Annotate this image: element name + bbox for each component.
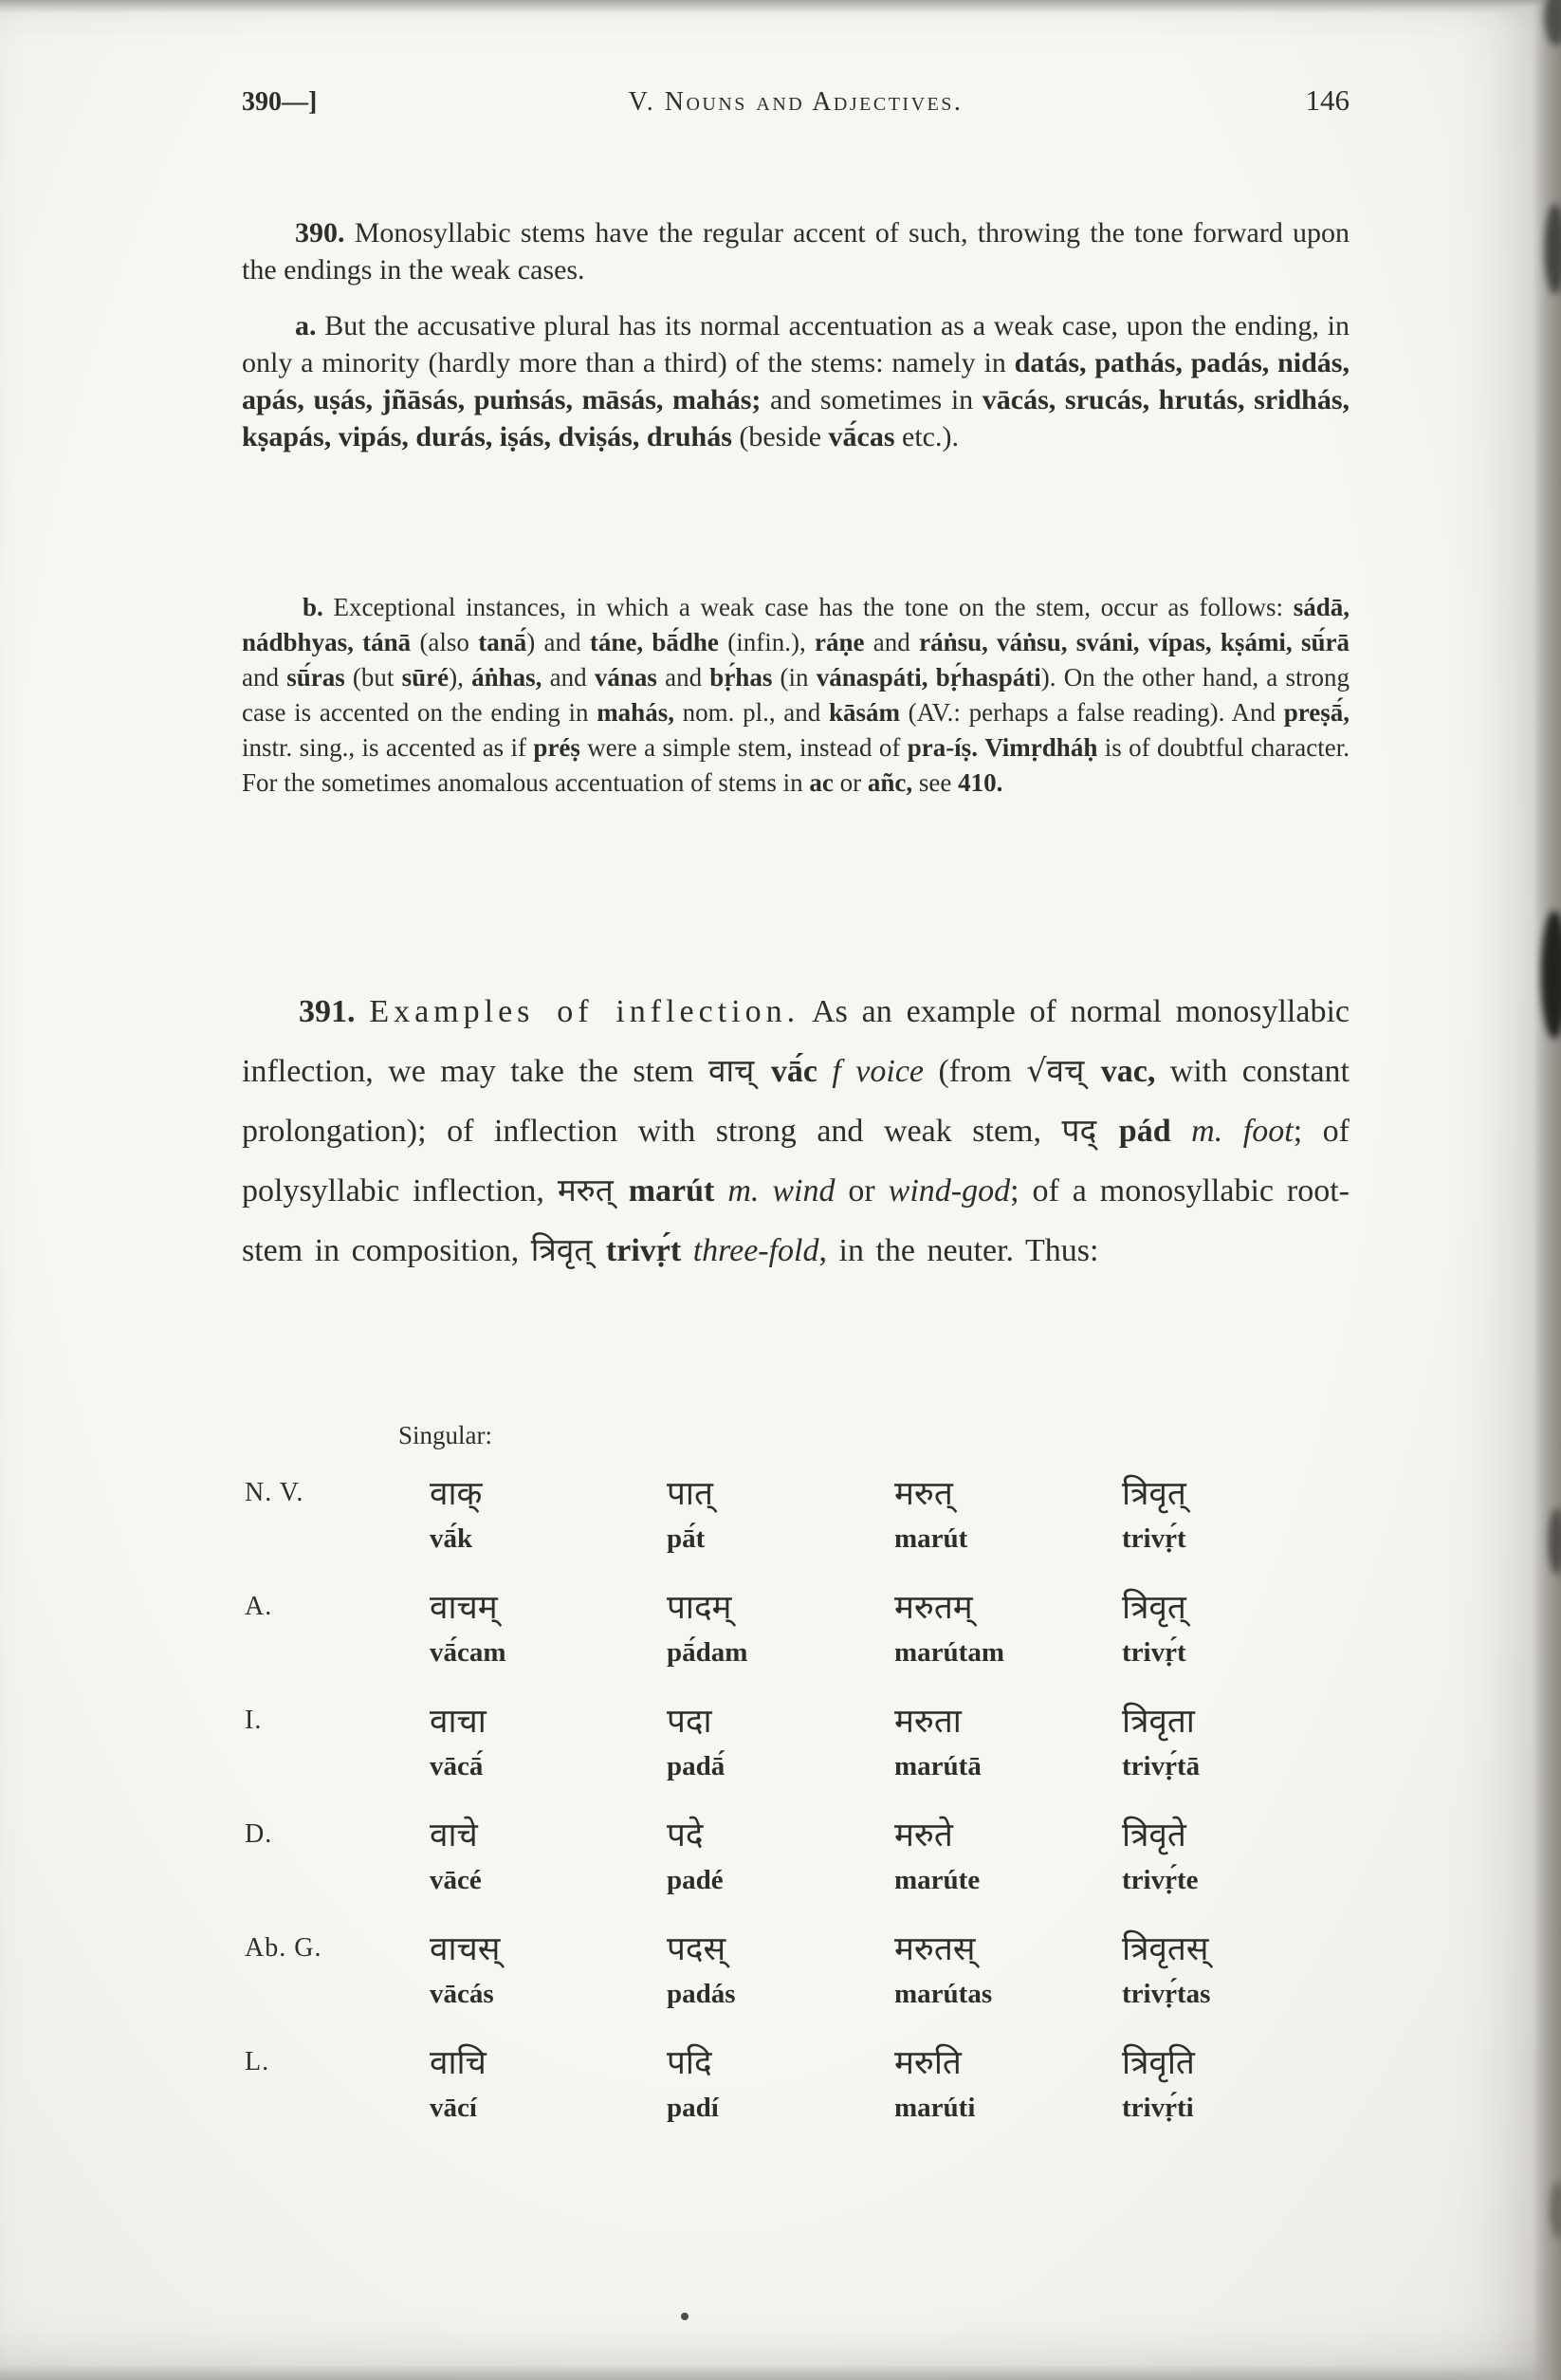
section-marker: 390—]	[242, 87, 318, 117]
devanagari-form: पात्	[667, 1475, 713, 1513]
devanagari-form: मरुता	[894, 1703, 962, 1741]
devanagari-form: मरुतस्	[894, 1930, 976, 1968]
table-cell	[1122, 1928, 1364, 2011]
table-cell	[667, 1814, 894, 1897]
table-cell	[894, 1814, 1122, 1897]
transliteration: padé	[667, 1865, 724, 1895]
table-cell	[430, 1472, 667, 1556]
devanagari-form: वाचा	[430, 1703, 487, 1741]
table-cell	[667, 1700, 894, 1783]
paragraph-391: 391. Examples of inflection. As an example of normal monosyllabic inflection, we may take the stem वाच् vā́c f voice (from √वच् vac, with constant prolongation); of inflection with strong and weak stem, पद् pád m. foot; of polysyllabic inflection, मरुत् marút m. wind or wind-god; of a monosyllabic root-stem in composition, त्रिवृत् trivṛ́t three-fold, in the neuter. Thus:	[242, 994, 1350, 1268]
case-label: A.	[245, 1592, 273, 1621]
transliteration: vācás	[430, 1979, 494, 2009]
table-cell	[1122, 1472, 1364, 1556]
devanagari-form: वाचस्	[430, 1930, 501, 1968]
devanagari-form: पदा	[667, 1703, 712, 1741]
transliteration: marút	[894, 1523, 968, 1554]
devanagari-form: पदे	[667, 1817, 704, 1854]
transliteration: trivṛ́t	[1122, 1637, 1186, 1668]
scan-blot	[1549, 1508, 1561, 1575]
transliteration: marútam	[894, 1637, 1004, 1668]
transliteration: trivṛ́tā	[1122, 1751, 1201, 1781]
devanagari-form: मरुते	[894, 1817, 953, 1854]
devanagari-form: त्रिवृतस्	[1122, 1930, 1209, 1968]
devanagari-form: वाचे	[430, 1817, 478, 1854]
transliteration: trivṛ́tas	[1122, 1979, 1211, 2009]
transliteration: padā́	[667, 1751, 725, 1781]
transliteration: vā́k	[430, 1523, 473, 1554]
devanagari-form: मरुति	[894, 2044, 962, 2082]
table-cell	[667, 2041, 894, 2125]
case-label: N. V.	[245, 1478, 304, 1507]
table-cell	[430, 1700, 667, 1783]
devanagari-form: त्रिवृता	[1122, 1703, 1195, 1741]
scan-blot	[1541, 911, 1561, 1039]
paragraph-390: 390. Monosyllabic stems have the regular accent of such, throwing the tone forward upon the endings in the weak cases.	[242, 217, 1350, 286]
transliteration: trivṛ́t	[1122, 1523, 1186, 1554]
case-label: L.	[245, 2047, 270, 2076]
devanagari-form: त्रिवृत्	[1122, 1589, 1186, 1627]
scan-blot	[1545, 204, 1561, 294]
devanagari-form: त्रिवृते	[1122, 1817, 1186, 1854]
table-cell	[430, 1814, 667, 1897]
ink-speck	[681, 2313, 689, 2320]
transliteration: trivṛ́ti	[1122, 2093, 1194, 2123]
devanagari-form: पदस्	[667, 1930, 726, 1968]
scan-edge-right	[1533, 0, 1561, 2380]
case-label: D.	[245, 1819, 273, 1849]
transliteration: pā́t	[667, 1523, 706, 1554]
table-cell	[894, 1700, 1122, 1783]
transliteration: pā́dam	[667, 1637, 748, 1668]
table-cell	[894, 1472, 1122, 1556]
table-cell	[894, 2041, 1122, 2125]
transliteration: padí	[667, 2093, 719, 2123]
transliteration: padás	[667, 1979, 736, 2009]
table-heading: Singular:	[398, 1421, 492, 1449]
page-header	[242, 83, 1350, 118]
devanagari-form: वाचम्	[430, 1589, 498, 1627]
table-cell	[667, 1472, 894, 1556]
case-label: Ab. G.	[245, 1933, 322, 1963]
running-head: V. Nouns and Adjectives.	[628, 87, 964, 117]
transliteration: vā́cam	[430, 1637, 506, 1668]
transliteration: marúte	[894, 1865, 981, 1895]
scan-blot	[1545, 0, 1561, 46]
table-cell	[430, 1928, 667, 2011]
devanagari-form: मरुतम्	[894, 1589, 973, 1627]
table-cell	[1122, 2041, 1364, 2125]
table-cell	[894, 1586, 1122, 1670]
scan-edge-bottom	[0, 2365, 1561, 2380]
transliteration: marútā	[894, 1751, 982, 1781]
transliteration: trivṛ́te	[1122, 1865, 1199, 1895]
devanagari-form: पदि	[667, 2044, 712, 2082]
devanagari-form: वाचि	[430, 2044, 487, 2082]
transliteration: vācí	[430, 2093, 477, 2123]
table-cell	[667, 1586, 894, 1670]
paragraph-390b: b. Exceptional instances, in which a weak case has the tone on the stem, occur as follows: sádā, nádbhyas, tánā (also tanā́) and táne, bā́dhe (infin.), ráṇe and ráṅsu, váṅsu, sváni, vípas, kṣámi, sū́rā and sū́ras (but sūré), áṅhas, and vánas and bṛ́has (in vánaspáti, bṛ́haspáti). On the other hand, a strong case is accented on the ending in mahás, nom. pl., and kāsám (AV.: perhaps a false reading). And preṣā́, instr. sing., is accented as if préṣ were a simple stem, instead of pra-íṣ. Vimṛdháḥ is of doubtful character. For the sometimes anomalous accentuation of stems in ac or añc, see 410.	[242, 593, 1350, 797]
table-cell	[430, 1586, 667, 1670]
scan-blot	[1551, 2182, 1561, 2239]
transliteration: marúti	[894, 2093, 976, 2123]
devanagari-form: वाक्	[430, 1475, 483, 1513]
case-label: I.	[245, 1706, 263, 1735]
devanagari-form: त्रिवृत्	[1122, 1475, 1186, 1513]
devanagari-form: पादम्	[667, 1589, 732, 1627]
table-cell	[1122, 1814, 1364, 1897]
transliteration: vācé	[430, 1865, 482, 1895]
page-number: 146	[1305, 83, 1350, 117]
table-cell	[894, 1928, 1122, 2011]
paragraph-390a: a. But the accusative plural has its normal accentuation as a weak case, upon the ending, in only a minority (hardly more than a third) of the stems: namely in datás, pathás, padás, nidás, apás, uṣás, jñāsás, puṁsás, māsás, mahás; and sometimes in vācás, srucás, hrutás, sridhás, kṣapás, vipás, durás, iṣás, dviṣás, druhás (beside vā́cas etc.).	[242, 310, 1350, 452]
table-cell	[1122, 1586, 1364, 1670]
declension-table	[245, 1472, 1364, 2125]
transliteration: vācā́	[430, 1751, 484, 1781]
transliteration: marútas	[894, 1979, 993, 2009]
scan-edge-top	[0, 0, 1561, 13]
devanagari-form: त्रिवृति	[1122, 2044, 1195, 2082]
table-cell	[667, 1928, 894, 2011]
table-cell	[430, 2041, 667, 2125]
table-cell	[1122, 1700, 1364, 1783]
devanagari-form: मरुत्	[894, 1475, 953, 1513]
